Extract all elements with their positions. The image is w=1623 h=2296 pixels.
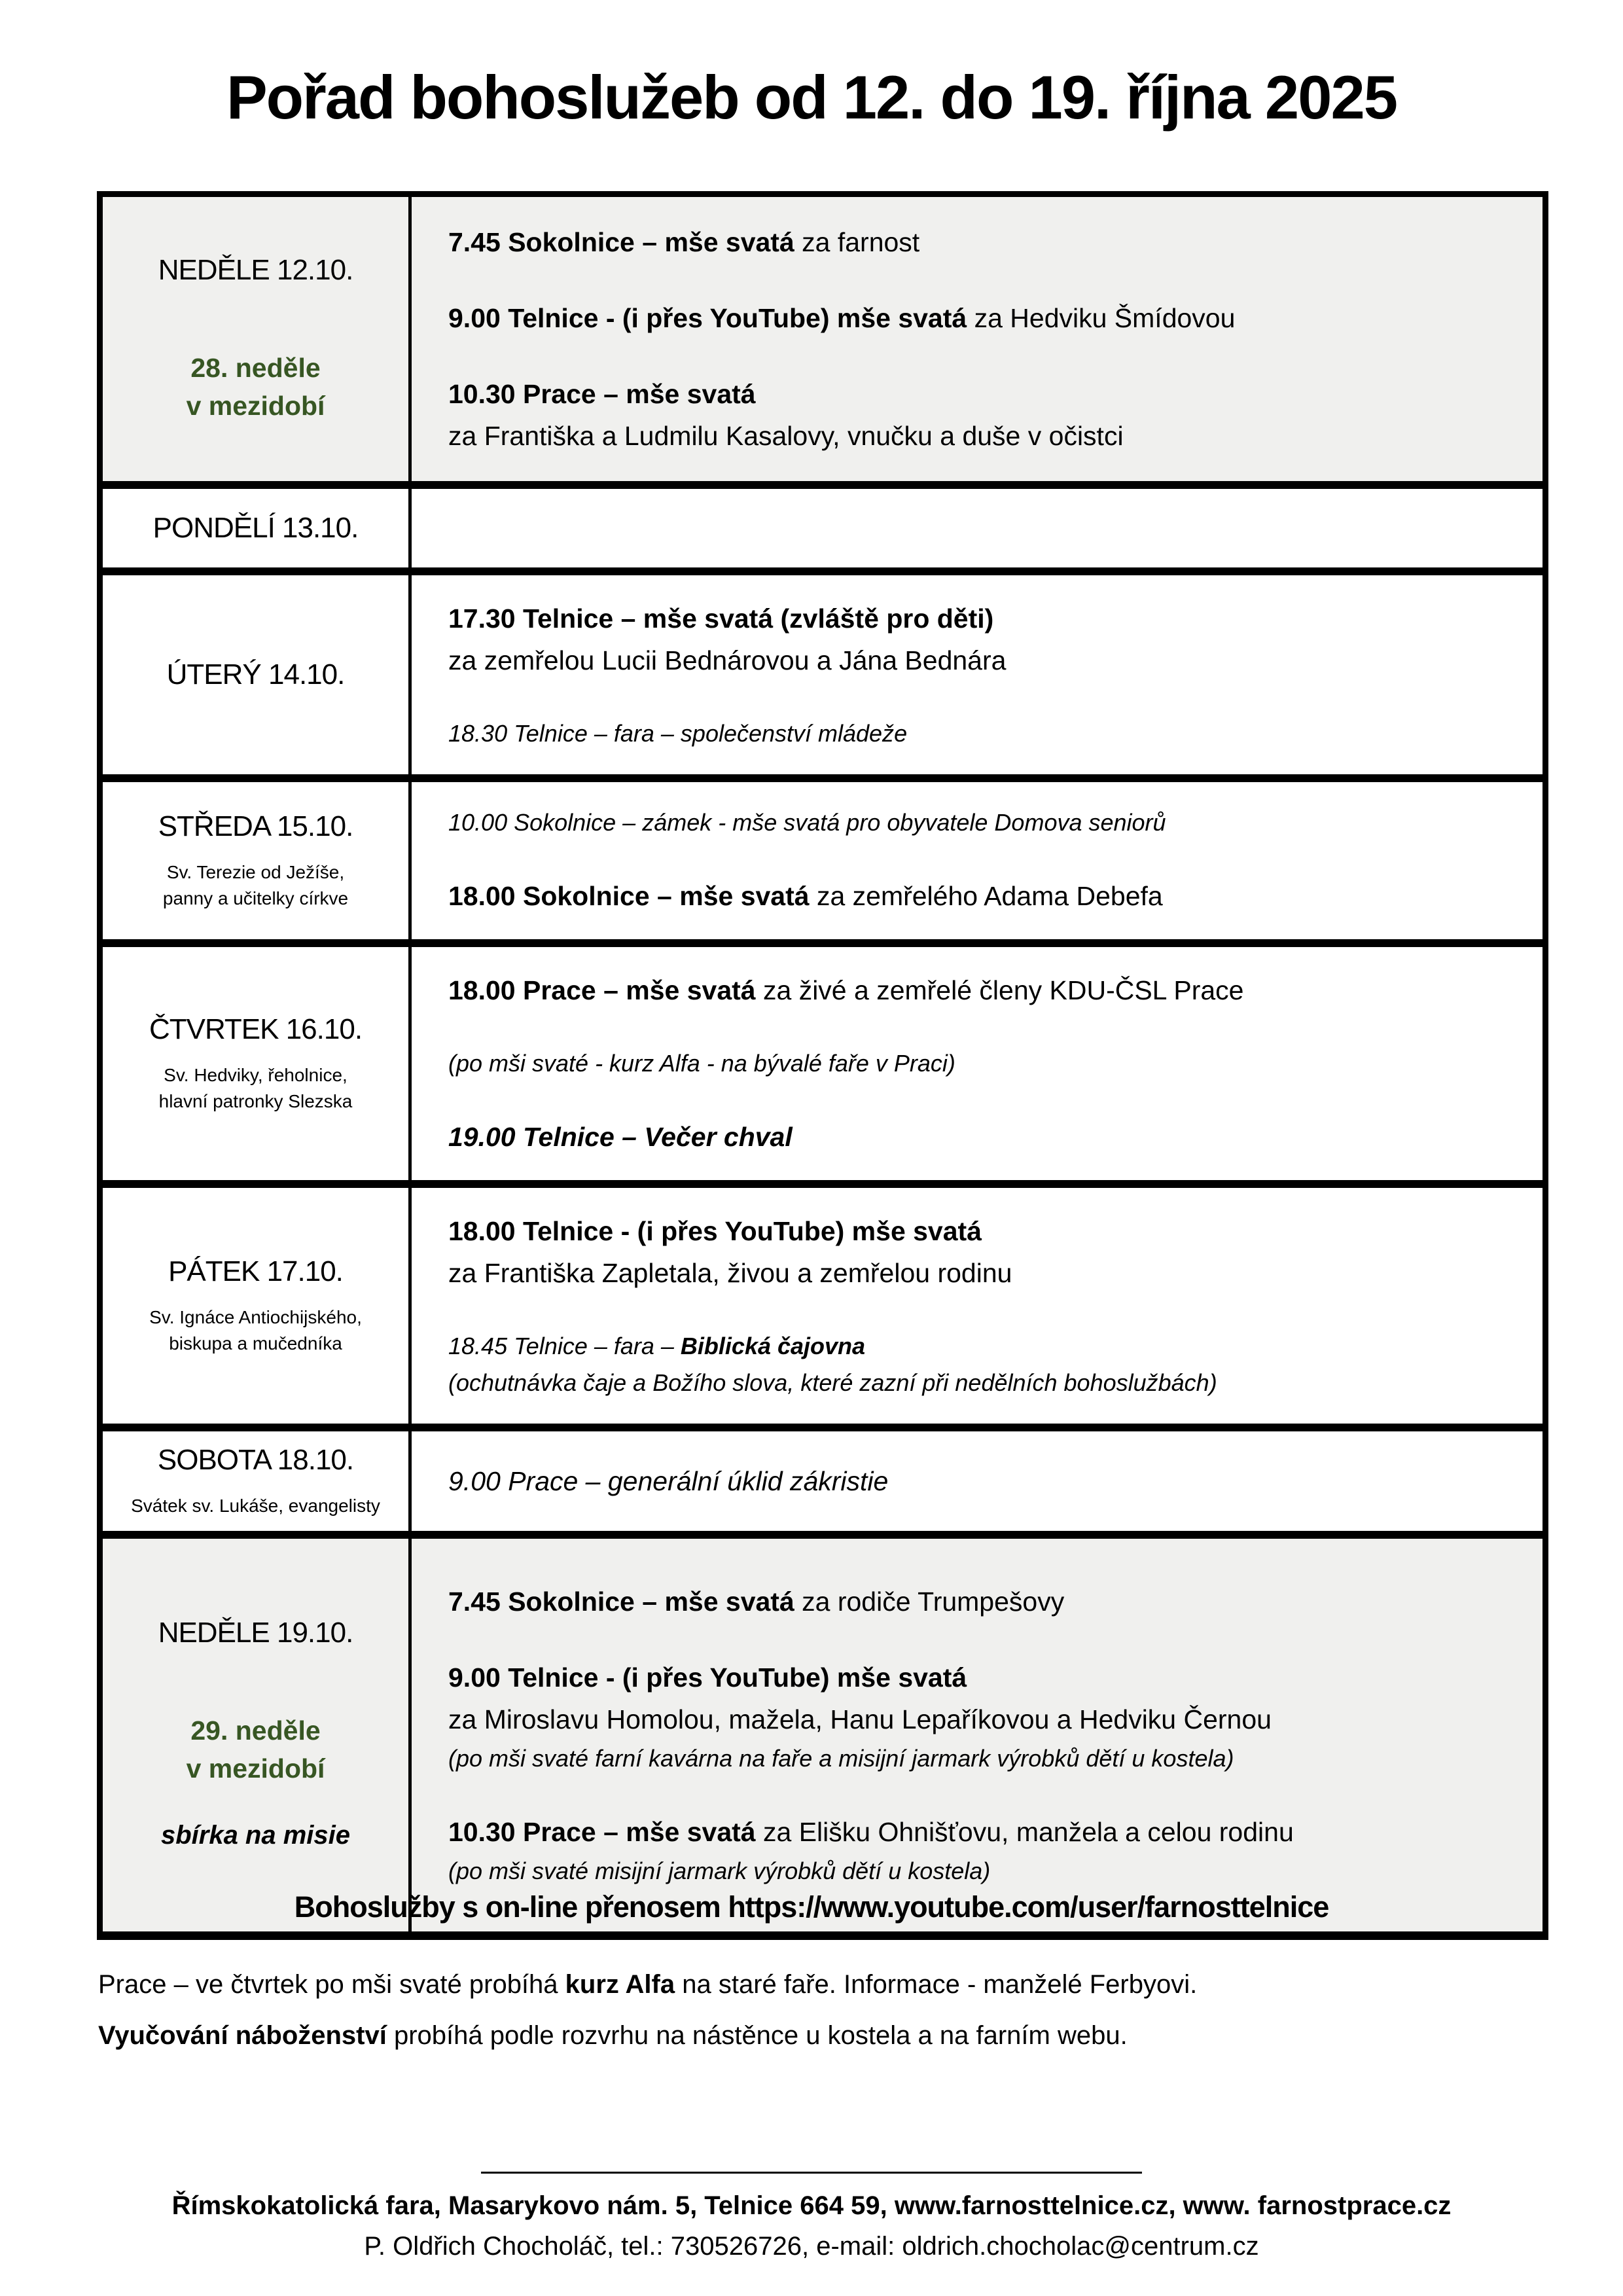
service-line: [448, 1045, 1516, 1082]
day-note: Sv. Ignáce Antiochijského,: [149, 1307, 362, 1327]
text-segment: 18.00 Sokolnice – mše svatá: [448, 881, 810, 911]
service-line: [448, 1581, 1516, 1623]
schedule-row: [103, 197, 1543, 489]
service-line: [448, 875, 1516, 917]
services-cell: [412, 1188, 1543, 1424]
services-cell: [412, 782, 1543, 939]
schedule-row: [103, 1539, 1543, 1931]
day-name: NEDĚLE 12.10.: [158, 254, 353, 286]
footer-contact-line: P. Oldřich Chocholáč, tel.: 730526726, e-mail: oldrich.chocholac@centrum.cz: [364, 2232, 1259, 2261]
services-cell: [412, 197, 1543, 481]
service-line: [448, 1740, 1516, 1777]
schedule-row: [103, 782, 1543, 947]
day-cell: [103, 489, 412, 567]
day-name: STŘEDA 15.10.: [158, 810, 353, 842]
day-note: Svátek sv. Lukáše, evangelisty: [131, 1496, 380, 1516]
service-line: [448, 1328, 1516, 1365]
service-line: [448, 415, 1516, 457]
text-segment: za Františka Zapletala, živou a zemřelou rodinu: [448, 1258, 1012, 1288]
day-name: ČTVRTEK 16.10.: [149, 1013, 363, 1045]
schedule-row: [103, 575, 1543, 782]
service-line: [448, 969, 1516, 1011]
day-cell: [103, 1431, 412, 1531]
service-line: [448, 373, 1516, 415]
service-line: [448, 1116, 1516, 1158]
day-note: Sv. Terezie od Ježíše,: [166, 862, 345, 882]
text-segment: 18.00 Prace – mše svatá: [448, 975, 756, 1005]
footer-address-line: Římskokatolická fara, Masarykovo nám. 5, Telnice 664 59, www.farnosttelnice.cz, www. farnostprace.cz: [171, 2191, 1452, 2220]
text-segment: 7.45 Sokolnice – mše svatá: [448, 227, 794, 257]
text-segment: 18.45 Telnice – fara –: [448, 1333, 681, 1359]
services-cell: [412, 1539, 1543, 1931]
text-segment: 19.00 Telnice – Večer chval: [448, 1122, 793, 1152]
text-segment: Vyučování náboženství: [98, 2021, 387, 2050]
schedule-row: [103, 1431, 1543, 1539]
service-line: [448, 598, 1516, 639]
service-line: [448, 1210, 1516, 1252]
day-name: PÁTEK 17.10.: [168, 1255, 343, 1287]
text-segment: Prace – ve čtvrtek po mši svaté probíhá: [98, 1970, 565, 1999]
note-kurz-alfa: [98, 1970, 1531, 2000]
text-segment: 10.30 Prace – mše svatá: [448, 1817, 756, 1847]
text-segment: 17.30 Telnice – mše svatá (zvláště pro děti): [448, 603, 994, 634]
schedule-row: [103, 489, 1543, 575]
service-line: [448, 221, 1516, 263]
text-segment: 18.00 Telnice - (i přes YouTube) mše svatá: [448, 1216, 982, 1246]
service-line: [448, 297, 1516, 339]
day-name: NEDĚLE 19.10.: [158, 1617, 353, 1649]
services-cell: [412, 1431, 1543, 1531]
text-segment: za Elišku Ohnišťovu, manžela a celou rodinu: [755, 1817, 1294, 1847]
text-segment: 9.00 Prace – generální úklid zákristie: [448, 1466, 889, 1496]
schedule-row: [103, 1188, 1543, 1431]
day-note: 28. neděle: [190, 353, 321, 383]
day-cell: [103, 1188, 412, 1424]
youtube-stream-line: Bohoslužby s on-line přenosem https://www.youtube.com/user/farnosttelnice: [294, 1890, 1329, 1924]
service-line: [448, 1698, 1516, 1740]
day-note: 29. neděle: [190, 1715, 321, 1746]
text-segment: za Hedviku Šmídovou: [967, 303, 1236, 333]
day-note: biskupa a mučedníka: [169, 1333, 342, 1354]
text-segment: (ochutnávka čaje a Božího slova, které zazní při nedělních bohoslužbách): [448, 1369, 1217, 1396]
service-line: [448, 1657, 1516, 1698]
service-schedule-table: [97, 191, 1548, 1940]
day-name: SOBOTA 18.10.: [157, 1444, 354, 1476]
service-line: [448, 639, 1516, 681]
day-name: ÚTERÝ 14.10.: [166, 658, 345, 691]
day-name: PONDĚLÍ 13.10.: [152, 512, 359, 544]
footer-divider: [481, 2172, 1142, 2174]
text-segment: (po mši svaté - kurz Alfa - na bývalé faře v Praci): [448, 1050, 955, 1077]
services-cell: [412, 489, 1543, 567]
text-segment: 7.45 Sokolnice – mše svatá: [448, 1587, 794, 1617]
text-segment: probíhá podle rozvrhu na nástěnce u kostela a na farním webu.: [386, 2021, 1128, 2050]
text-segment: (po mši svaté farní kavárna na faře a misijní jarmark výrobků dětí u kostela): [448, 1745, 1234, 1772]
text-segment: za farnost: [794, 227, 920, 257]
day-cell: [103, 947, 412, 1180]
day-note: Sv. Hedviky, řeholnice,: [164, 1065, 348, 1085]
service-line: [448, 1811, 1516, 1853]
service-line: [448, 715, 1516, 752]
text-segment: 10.00 Sokolnice – zámek - mše svatá pro obyvatele Domova seniorů: [448, 809, 1166, 836]
services-cell: [412, 575, 1543, 774]
service-line: [448, 804, 1516, 841]
service-line: [448, 1460, 1516, 1502]
services-cell: [412, 947, 1543, 1180]
service-line: [448, 1853, 1516, 1890]
service-line: [448, 1365, 1516, 1401]
day-cell: [103, 1539, 412, 1931]
note-vyucovani-nabozenstvi: [98, 2021, 1531, 2051]
text-segment: na staré faře. Informace - manželé Ferbyovi.: [675, 1970, 1198, 1999]
day-note: v mezidobí: [186, 391, 325, 421]
day-cell: [103, 197, 412, 481]
day-note: hlavní patronky Slezska: [158, 1091, 353, 1111]
footer: [0, 2172, 1623, 2267]
text-segment: za zemřelou Lucii Bednárovou a Jána Bednára: [448, 645, 1007, 675]
day-note: sbírka na misie: [160, 1821, 351, 1850]
text-segment: 9.00 Telnice - (i přes YouTube) mše svatá: [448, 1662, 967, 1693]
text-segment: za živé a zemřelé členy KDU-ČSL Prace: [755, 975, 1244, 1005]
text-segment: za rodiče Trumpešovy: [794, 1587, 1065, 1617]
text-segment: 10.30 Prace – mše svatá: [448, 379, 756, 409]
day-cell: [103, 575, 412, 774]
text-segment: Biblická čajovna: [680, 1333, 866, 1359]
text-segment: kurz Alfa: [565, 1970, 675, 1999]
text-segment: 9.00 Telnice - (i přes YouTube) mše svatá: [448, 303, 967, 333]
day-note: v mezidobí: [186, 1753, 325, 1784]
text-segment: (po mši svaté misijní jarmark výrobků dětí u kostela): [448, 1857, 991, 1884]
schedule-row: [103, 947, 1543, 1188]
text-segment: za Miroslavu Homolou, mažela, Hanu Lepaříkovou a Hedviku Černou: [448, 1704, 1272, 1734]
day-note: panny a učitelky církve: [162, 888, 349, 908]
day-cell: [103, 782, 412, 939]
text-segment: za Františka a Ludmilu Kasalovy, vnučku a duše v očistci: [448, 421, 1124, 451]
page-title: Pořad bohoslužeb od 12. do 19. října 2025: [226, 63, 1397, 132]
text-segment: 18.30 Telnice – fara – společenství mládeže: [448, 720, 908, 747]
service-line: [448, 1252, 1516, 1294]
text-segment: za zemřelého Adama Debefa: [809, 881, 1163, 911]
